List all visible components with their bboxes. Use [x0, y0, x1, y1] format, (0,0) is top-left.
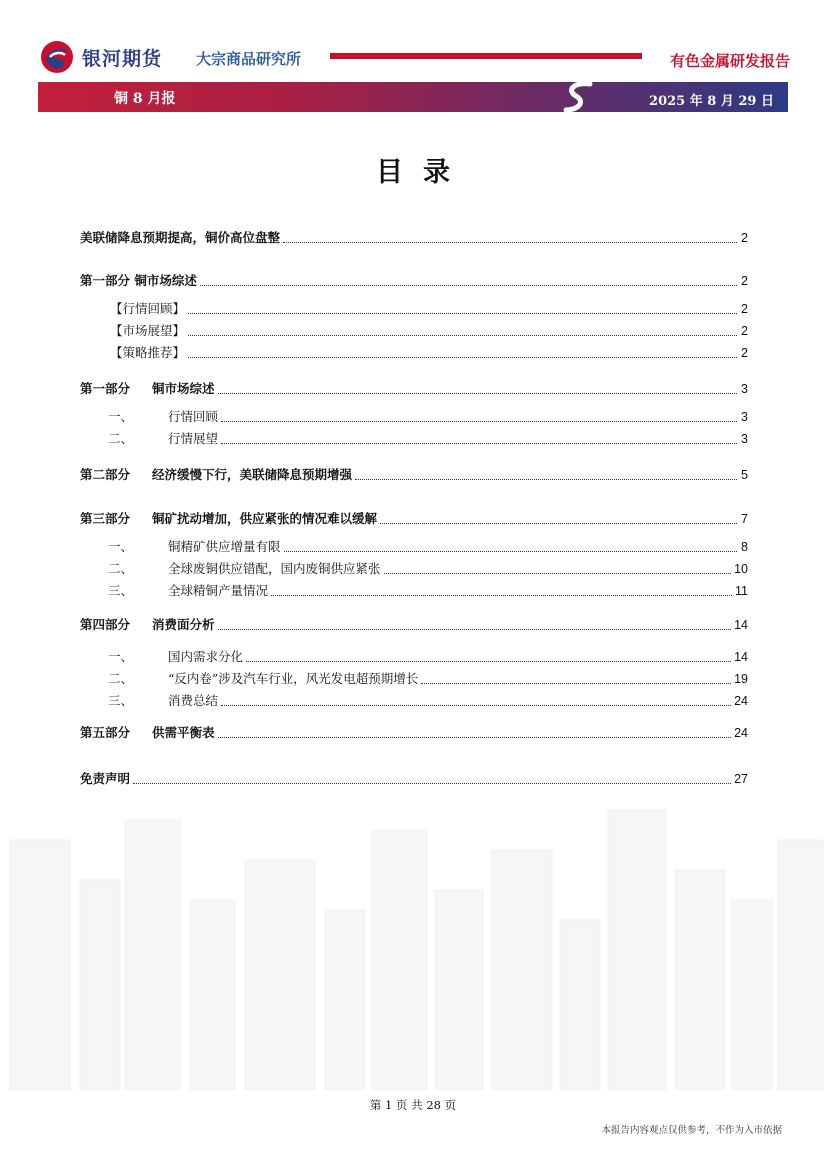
toc-entry-page: 10	[734, 562, 748, 576]
toc-entry-label: 铜矿扰动增加，供应紧张的情况难以缓解	[152, 511, 378, 526]
report-header	[0, 0, 826, 120]
toc-dot-leader	[355, 479, 737, 480]
toc-entry-label: 【市场展望】	[110, 323, 186, 338]
skyline-watermark-icon	[0, 800, 826, 1090]
toc-entry-label: 免责声明	[80, 771, 131, 786]
toc-entry[interactable]	[108, 560, 748, 578]
toc-entry[interactable]	[80, 466, 748, 484]
toc-entry-label: 供需平衡表	[152, 725, 215, 740]
toc-entry-page: 24	[734, 726, 748, 740]
toc-entry-label: 【策略推荐】	[110, 345, 186, 360]
toc-entry[interactable]	[108, 648, 748, 666]
toc-dot-leader	[284, 551, 737, 552]
toc-dot-leader	[271, 595, 732, 596]
toc-entry-label: 全球精铜产量情况	[168, 583, 269, 598]
toc-entry-label: 全球废铜供应错配，国内废铜供应紧张	[168, 561, 381, 576]
toc-entry[interactable]	[80, 229, 748, 247]
toc-entry-page: 8	[741, 540, 748, 554]
toc-dot-leader	[188, 335, 737, 336]
toc-entry-label: 美联储降息预期提高，铜价高位盘整	[80, 230, 281, 245]
toc-entry-number: 第五部分	[80, 725, 131, 740]
page-number: 第 1 页 共 28 页	[369, 1098, 457, 1112]
report-title: 铜 8 月报	[114, 91, 176, 107]
toc-entry[interactable]	[108, 430, 748, 448]
institute-name: 大宗商品研究所	[196, 50, 302, 68]
toc-entry-page: 24	[734, 694, 748, 708]
toc-entry-number: 三、	[108, 693, 134, 708]
toc-entry[interactable]	[110, 344, 748, 362]
toc-entry-page: 11	[735, 584, 748, 598]
toc-entry-number: 第四部分	[80, 617, 131, 632]
header-divider	[330, 53, 642, 59]
toc-entry-number: 一、	[108, 539, 134, 554]
toc-entry-number: 三、	[108, 583, 134, 598]
toc-entry-page: 2	[741, 346, 748, 360]
galaxy-logo-icon	[38, 40, 76, 74]
toc-entry[interactable]	[80, 724, 748, 742]
toc-entry-label: 【行情回顾】	[110, 301, 186, 316]
toc-entry[interactable]	[80, 770, 748, 788]
toc-entry-number: 二、	[108, 561, 134, 576]
toc-entry[interactable]	[108, 670, 748, 688]
toc-entry-number: 一、	[108, 649, 134, 664]
toc-entry-page: 2	[741, 324, 748, 338]
toc-entry-number: 二、	[108, 671, 134, 686]
toc-dot-leader	[221, 443, 737, 444]
toc-entry-page: 3	[741, 432, 748, 446]
toc-entry-label: 行情回顾	[168, 409, 219, 424]
toc-entry-label: 经济缓慢下行，美联储降息预期增强	[152, 467, 353, 482]
toc-entry[interactable]	[80, 510, 748, 528]
toc-entry[interactable]	[110, 300, 748, 318]
toc-entry[interactable]	[80, 616, 748, 634]
brand-name: 银河期货	[82, 48, 163, 70]
report-type: 有色金属研发报告	[669, 52, 790, 70]
toc-entry-number: 二、	[108, 431, 134, 446]
toc-entry-label: 消费总结	[168, 693, 219, 708]
toc-dot-leader	[221, 705, 731, 706]
toc-entry-number: 第三部分	[80, 511, 131, 526]
toc-entry-page: 3	[741, 410, 748, 424]
disclaimer-note: 本报告内容观点仅供参考，不作为入市依据	[601, 1125, 782, 1136]
toc-entry[interactable]	[108, 582, 748, 600]
page-title: 目录	[376, 157, 470, 188]
toc-entry[interactable]	[110, 322, 748, 340]
toc-dot-leader	[200, 285, 737, 286]
toc-entry-label: 第一部分 铜市场综述	[80, 273, 197, 288]
toc-entry-page: 2	[741, 302, 748, 316]
toc-entry[interactable]	[108, 538, 748, 556]
toc-dot-leader	[221, 421, 737, 422]
toc-entry-page: 2	[741, 274, 748, 288]
toc-entry-label: 消费面分析	[152, 617, 215, 632]
toc-dot-leader	[380, 523, 737, 524]
toc-entry-number: 一、	[108, 409, 134, 424]
toc-dot-leader	[384, 573, 732, 574]
toc-entry-page: 14	[734, 618, 748, 632]
toc-entry-page: 3	[741, 382, 748, 396]
toc-entry-label: 铜精矿供应增量有限	[168, 539, 281, 554]
toc-entry[interactable]	[80, 380, 748, 398]
toc-entry-page: 7	[741, 512, 748, 526]
toc-dot-leader	[218, 737, 732, 738]
toc-dot-leader	[246, 661, 731, 662]
toc-entry-label: 行情展望	[168, 431, 219, 446]
toc-dot-leader	[133, 783, 731, 784]
toc-entry[interactable]	[108, 408, 748, 426]
toc-entry-page: 5	[741, 468, 748, 482]
toc-entry[interactable]	[80, 272, 748, 290]
toc-entry-number: 第一部分	[80, 381, 131, 396]
toc-entry-page: 19	[734, 672, 748, 686]
toc-dot-leader	[188, 313, 737, 314]
toc-entry-label: “反内卷”涉及汽车行业，风光发电超预期增长	[168, 671, 419, 686]
toc-entry-label: 国内需求分化	[168, 649, 244, 664]
report-date: 2025 年 8 月 29 日	[649, 94, 774, 109]
toc-dot-leader	[218, 629, 732, 630]
toc-entry[interactable]	[108, 692, 748, 710]
toc-entry-page: 14	[734, 650, 748, 664]
toc-dot-leader	[218, 393, 737, 394]
toc-dot-leader	[421, 683, 731, 684]
toc-dot-leader	[283, 242, 737, 243]
toc-entry-label: 铜市场综述	[152, 381, 215, 396]
toc-dot-leader	[188, 357, 737, 358]
toc-entry-page: 2	[741, 231, 748, 245]
toc-entry-page: 27	[734, 772, 748, 786]
s-swoosh-icon	[560, 80, 600, 114]
toc-entry-number: 第二部分	[80, 467, 131, 482]
